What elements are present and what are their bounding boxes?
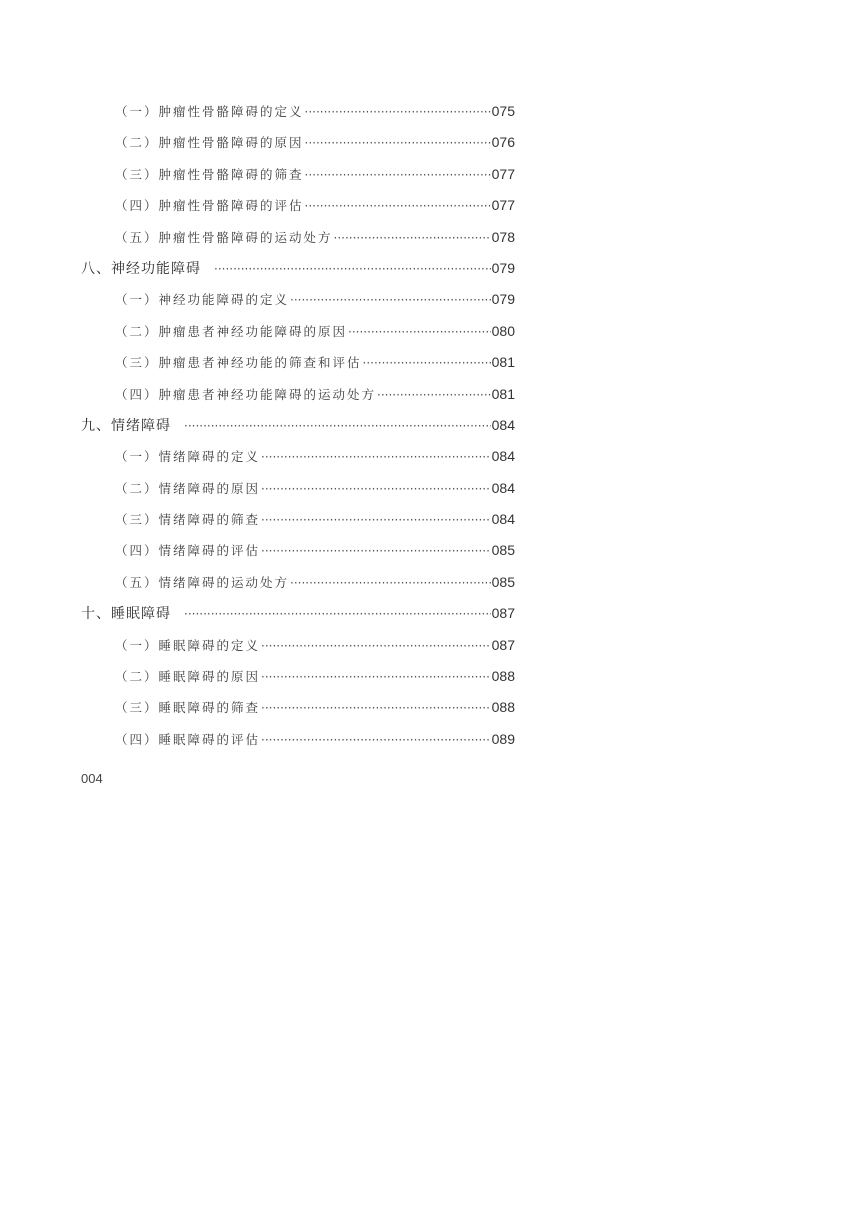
toc-entry-title: （五）肿瘤性骨骼障碍的运动处方 [115, 229, 333, 245]
toc-subsection-entry [81, 724, 515, 755]
toc-entry-title: （四）肿瘤患者神经功能障碍的运动处方 [115, 386, 377, 402]
dot-leader [261, 662, 491, 693]
dot-leader [305, 97, 491, 128]
toc-entry-title: （二）肿瘤性骨骼障碍的原因 [115, 135, 304, 151]
dot-leader [305, 191, 491, 222]
toc-subsection-entry [81, 535, 515, 566]
toc-subsection-entry [81, 284, 515, 315]
toc-subsection-entry [81, 190, 515, 221]
dot-leader [348, 317, 491, 348]
toc-subsection-entry [81, 630, 515, 661]
toc-entry-page: 081 [491, 354, 515, 371]
table-of-contents [81, 96, 515, 755]
toc-subsection-entry [81, 316, 515, 347]
toc-entry-title: （四）情绪障碍的评估 [115, 543, 261, 559]
toc-entry-page: 080 [491, 322, 515, 339]
toc-subsection-entry [81, 473, 515, 504]
toc-entry-page: 077 [491, 165, 515, 182]
toc-subsection-entry [81, 504, 515, 535]
toc-entry-title: （一）神经功能障碍的定义 [115, 292, 290, 308]
toc-entry-page: 085 [491, 542, 515, 559]
dot-leader [184, 411, 491, 442]
toc-subsection-entry [81, 692, 515, 723]
toc-entry-page: 084 [491, 416, 515, 433]
toc-entry-page: 089 [491, 730, 515, 747]
toc-entry-title: （五）情绪障碍的运动处方 [115, 574, 290, 590]
dot-leader [305, 128, 491, 159]
toc-subsection-entry [81, 567, 515, 598]
dot-leader [261, 474, 491, 505]
toc-entry-title: 十、睡眠障碍 [81, 606, 171, 623]
toc-entry-title: （三）情绪障碍的筛查 [115, 512, 261, 528]
toc-entry-title: （四）睡眠障碍的评估 [115, 731, 261, 747]
dot-leader [334, 223, 491, 254]
dot-leader [261, 725, 491, 756]
toc-entry-title: （二）肿瘤患者神经功能障碍的原因 [115, 323, 348, 339]
toc-entry-page: 075 [491, 103, 515, 119]
toc-entry-page: 078 [491, 228, 515, 245]
toc-entry-page: 088 [491, 668, 515, 685]
toc-entry-title: （三）肿瘤性骨骼障碍的筛查 [115, 166, 304, 182]
toc-section-entry [81, 410, 515, 441]
toc-subsection-entry [81, 347, 515, 378]
dot-leader [290, 568, 491, 599]
toc-entry-page: 085 [491, 573, 515, 590]
toc-subsection-entry [81, 159, 515, 190]
dot-leader [261, 536, 491, 567]
dot-leader [261, 631, 491, 662]
toc-entry-title: 九、情绪障碍 [81, 417, 171, 434]
toc-entry-page: 081 [491, 385, 515, 402]
toc-subsection-entry [81, 661, 515, 692]
toc-entry-title: （一）睡眠障碍的定义 [115, 637, 261, 653]
toc-entry-page: 079 [491, 291, 515, 308]
toc-subsection-entry [81, 96, 515, 127]
toc-entry-page: 084 [491, 448, 515, 465]
toc-entry-page: 079 [491, 259, 515, 276]
toc-entry-page: 084 [491, 511, 515, 528]
toc-section-entry [81, 598, 515, 629]
page-number: 004 [81, 771, 103, 786]
toc-entry-title: （一）情绪障碍的定义 [115, 449, 261, 465]
toc-entry-title: （二）睡眠障碍的原因 [115, 669, 261, 685]
toc-entry-title: （三）睡眠障碍的筛查 [115, 700, 261, 716]
dot-leader [377, 380, 491, 411]
dot-leader [184, 599, 491, 630]
toc-entry-title: （一）肿瘤性骨骼障碍的定义 [115, 104, 304, 119]
toc-entry-page: 077 [491, 197, 515, 214]
toc-entry-page: 088 [491, 699, 515, 716]
toc-entry-page: 084 [491, 479, 515, 496]
toc-subsection-entry [81, 127, 515, 158]
toc-subsection-entry [81, 379, 515, 410]
toc-entry-title: （三）肿瘤患者神经功能的筛查和评估 [115, 355, 362, 371]
toc-entry-page: 076 [491, 134, 515, 151]
toc-entry-page: 087 [491, 636, 515, 653]
dot-leader [214, 254, 491, 285]
toc-subsection-entry [81, 222, 515, 253]
toc-subsection-entry [81, 441, 515, 472]
toc-section-entry [81, 253, 515, 284]
dot-leader [363, 348, 491, 379]
dot-leader [261, 442, 491, 473]
toc-entry-title: （四）肿瘤性骨骼障碍的评估 [115, 198, 304, 214]
dot-leader [290, 285, 491, 316]
dot-leader [305, 160, 491, 191]
toc-entry-title: （二）情绪障碍的原因 [115, 480, 261, 496]
toc-entry-title: 八、神经功能障碍 [81, 260, 201, 277]
toc-entry-page: 087 [491, 605, 515, 622]
dot-leader [261, 505, 491, 536]
dot-leader [261, 693, 491, 724]
